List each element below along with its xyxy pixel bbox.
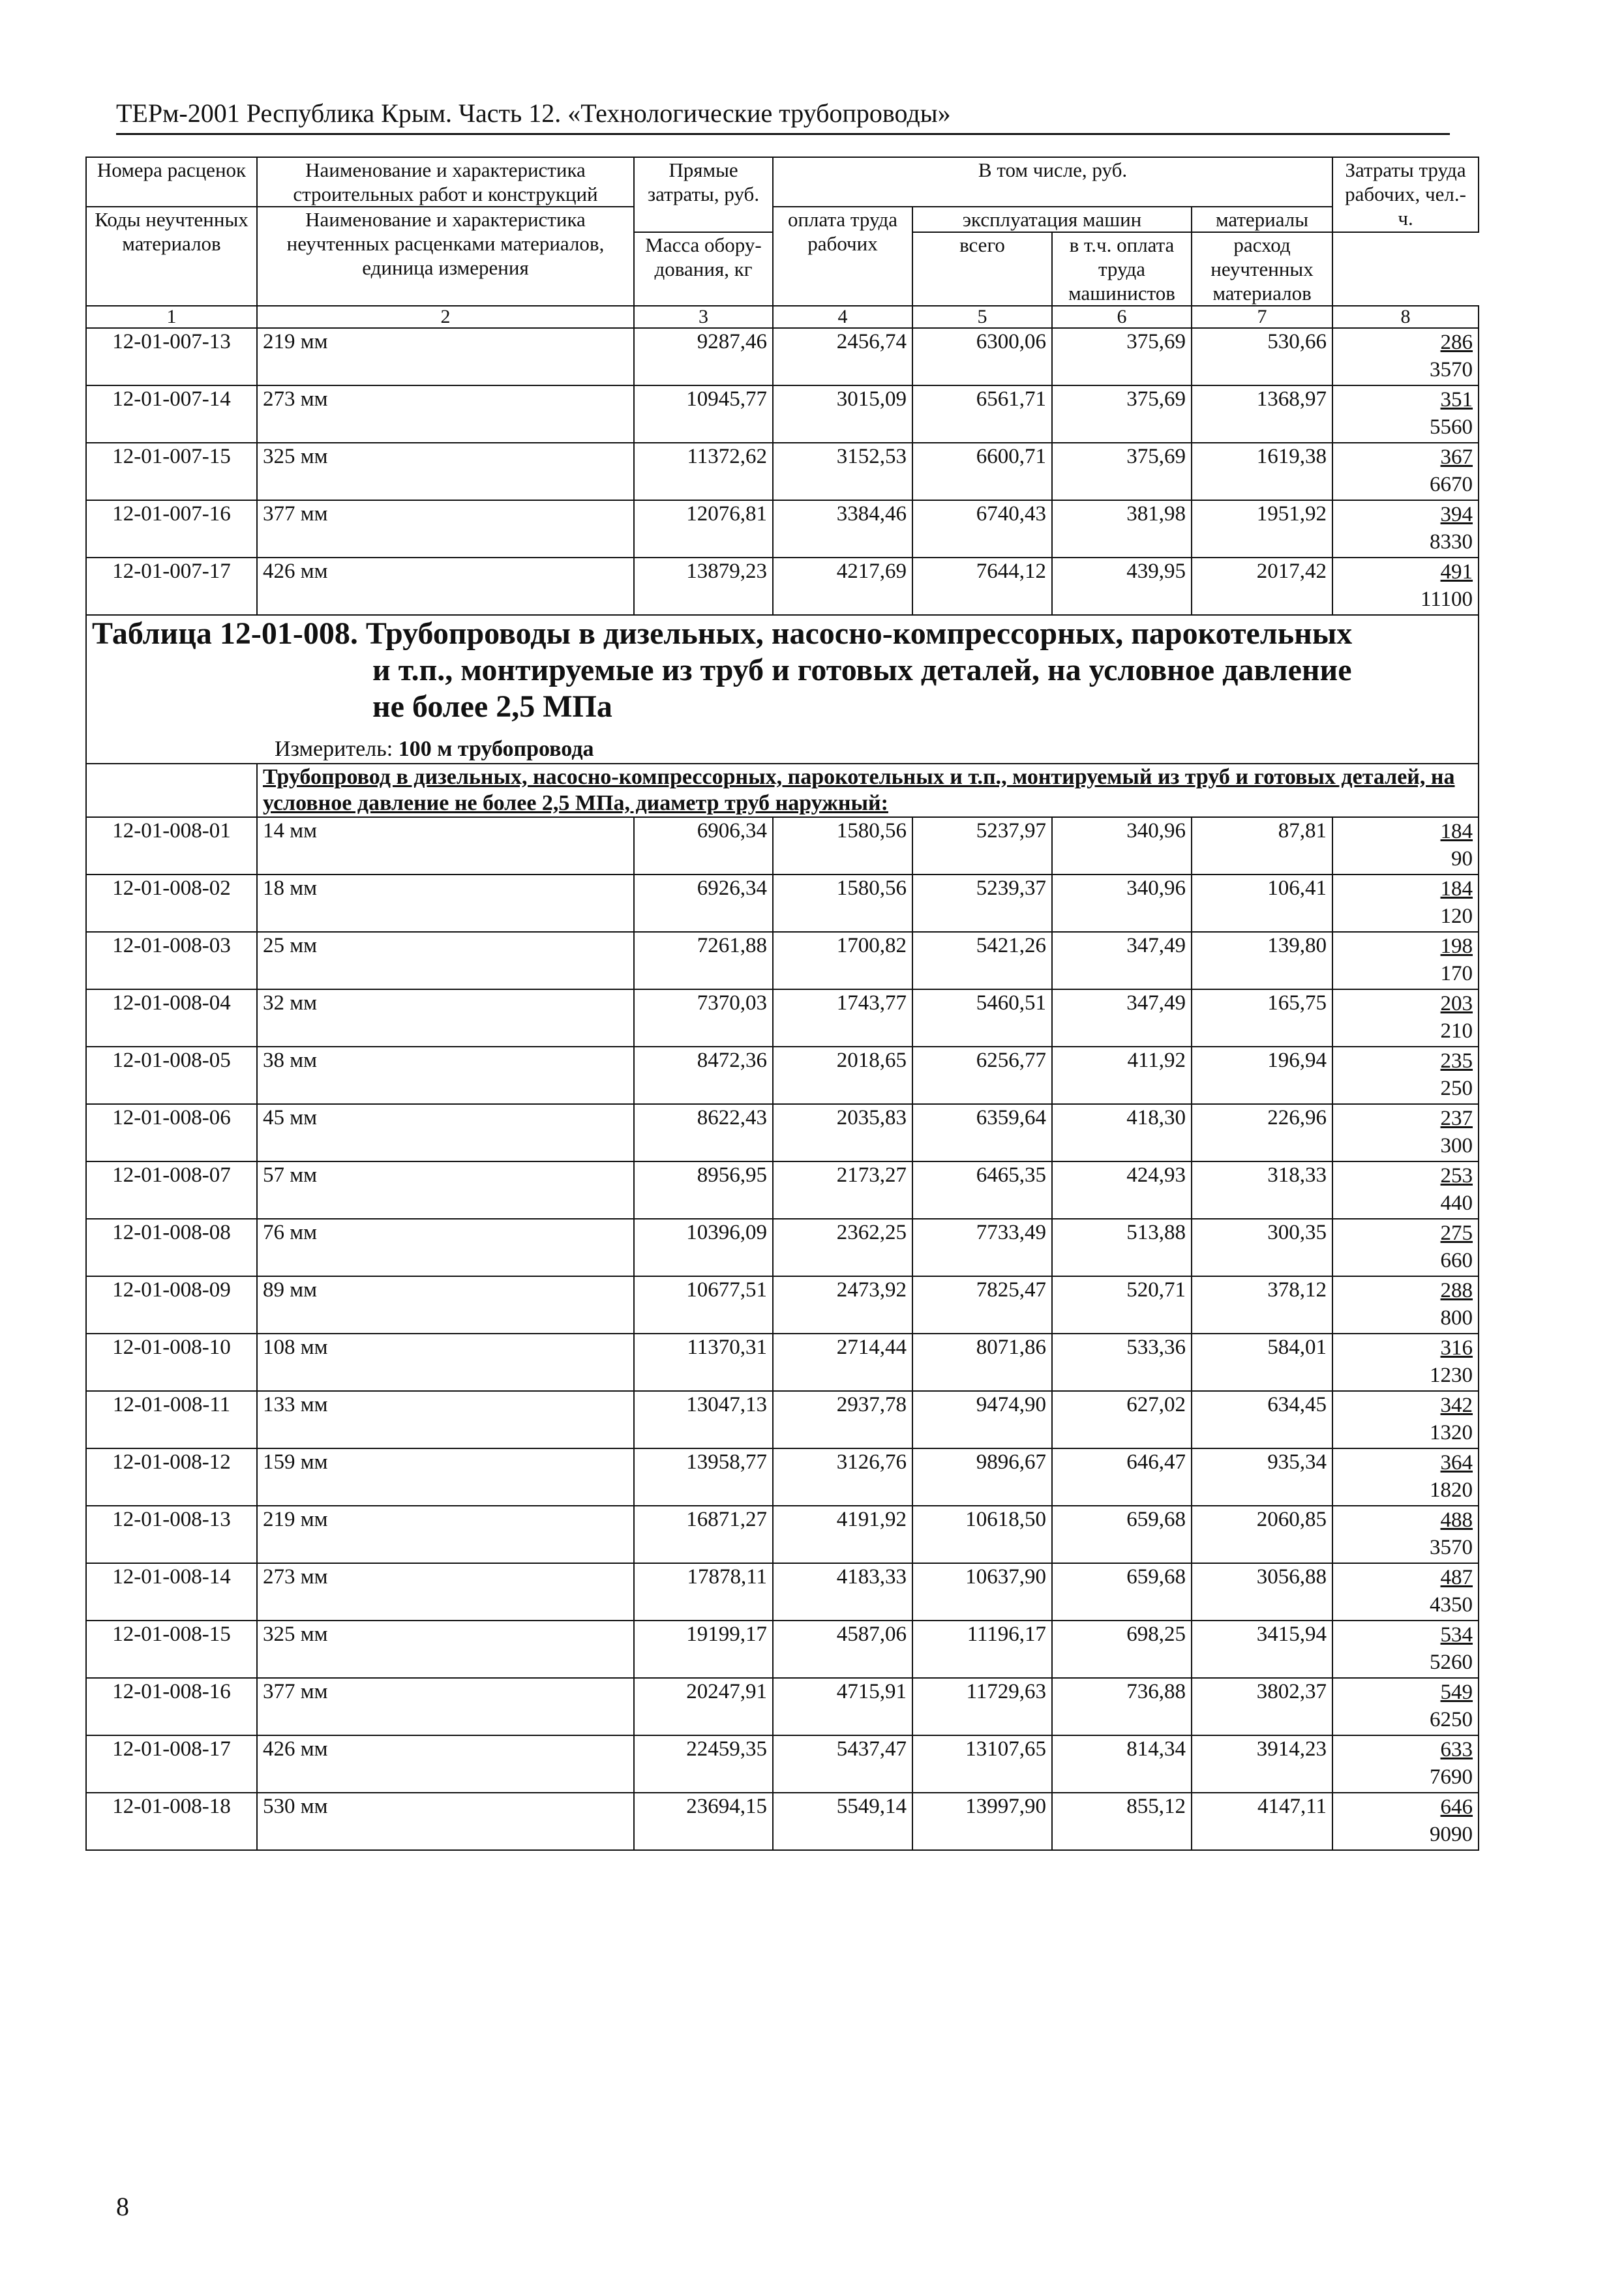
col-header-machines-total: всего [912, 232, 1052, 306]
labor-hours-and-mass [1332, 1161, 1479, 1219]
labor-hours-and-mass [1332, 443, 1479, 500]
materials-cost: 318,33 [1192, 1161, 1332, 1219]
table-row [86, 1334, 1479, 1391]
labor-hours-and-mass [1332, 500, 1479, 558]
materials-cost: 2060,85 [1192, 1506, 1332, 1563]
labor-hours-and-mass [1332, 328, 1479, 385]
table-row [86, 328, 1479, 385]
rate-code: 12-01-008-05 [86, 1047, 257, 1104]
col-number: 2 [257, 306, 634, 328]
col-header-work-name: Наименование и характеристика строительных работ и конструкций [257, 157, 634, 207]
operators-pay: 418,30 [1052, 1104, 1192, 1161]
operators-pay: 513,88 [1052, 1219, 1192, 1276]
direct-costs: 7261,88 [634, 932, 773, 989]
labor-hours: 491 [1440, 560, 1473, 584]
materials-cost: 935,34 [1192, 1448, 1332, 1506]
machines-total: 5237,97 [912, 817, 1052, 875]
materials-cost: 106,41 [1192, 875, 1332, 932]
operators-pay: 439,95 [1052, 558, 1192, 615]
direct-costs: 13879,23 [634, 558, 773, 615]
labor-pay: 3152,53 [773, 443, 912, 500]
rate-code: 12-01-008-10 [86, 1334, 257, 1391]
equipment-mass: 5560 [1430, 415, 1473, 439]
materials-cost: 4147,11 [1192, 1793, 1332, 1850]
direct-costs: 19199,17 [634, 1621, 773, 1678]
direct-costs: 11372,62 [634, 443, 773, 500]
direct-costs: 6906,34 [634, 817, 773, 875]
labor-hours: 203 [1440, 992, 1473, 1015]
machines-total: 7644,12 [912, 558, 1052, 615]
table-row [86, 1104, 1479, 1161]
rate-code: 12-01-008-12 [86, 1448, 257, 1506]
table-row [86, 989, 1479, 1047]
direct-costs: 16871,27 [634, 1506, 773, 1563]
machines-total: 9896,67 [912, 1448, 1052, 1506]
machines-total: 6740,43 [912, 500, 1052, 558]
table-row [86, 1219, 1479, 1276]
rate-code: 12-01-008-01 [86, 817, 257, 875]
measure-label: Измеритель: [275, 737, 393, 761]
operators-pay: 855,12 [1052, 1793, 1192, 1850]
rate-name: 45 мм [257, 1104, 634, 1161]
machines-total: 6561,71 [912, 385, 1052, 443]
materials-cost: 3056,88 [1192, 1563, 1332, 1621]
materials-cost: 2017,42 [1192, 558, 1332, 615]
labor-hours-and-mass [1332, 1391, 1479, 1448]
equipment-mass: 6670 [1430, 473, 1473, 496]
rate-code: 12-01-008-02 [86, 875, 257, 932]
labor-pay: 2473,92 [773, 1276, 912, 1334]
rate-name: 108 мм [257, 1334, 634, 1391]
rate-name: 426 мм [257, 1735, 634, 1793]
machines-total: 6300,06 [912, 328, 1052, 385]
operators-pay: 814,34 [1052, 1735, 1192, 1793]
table-title-cell [86, 615, 1479, 764]
rate-name: 159 мм [257, 1448, 634, 1506]
page-number: 8 [116, 2192, 129, 2221]
group-code-cell [86, 764, 257, 817]
labor-pay: 2714,44 [773, 1334, 912, 1391]
labor-hours-and-mass [1332, 932, 1479, 989]
rate-name: 76 мм [257, 1219, 634, 1276]
labor-hours-and-mass [1332, 875, 1479, 932]
materials-cost: 634,45 [1192, 1391, 1332, 1448]
operators-pay: 659,68 [1052, 1563, 1192, 1621]
table-row [86, 1448, 1479, 1506]
operators-pay: 375,69 [1052, 385, 1192, 443]
labor-pay: 3015,09 [773, 385, 912, 443]
materials-cost: 1619,38 [1192, 443, 1332, 500]
machines-total: 8071,86 [912, 1334, 1052, 1391]
table-row [86, 817, 1479, 875]
labor-hours: 351 [1440, 388, 1473, 411]
equipment-mass: 9090 [1430, 1823, 1473, 1846]
operators-pay: 533,36 [1052, 1334, 1192, 1391]
materials-cost: 378,12 [1192, 1276, 1332, 1334]
rate-code: 12-01-008-15 [86, 1621, 257, 1678]
labor-hours-and-mass [1332, 1793, 1479, 1850]
materials-cost: 165,75 [1192, 989, 1332, 1047]
table-row [86, 1391, 1479, 1448]
rate-name: 530 мм [257, 1793, 634, 1850]
direct-costs: 10945,77 [634, 385, 773, 443]
machines-total: 5421,26 [912, 932, 1052, 989]
direct-costs: 20247,91 [634, 1678, 773, 1735]
col-header-materials: материалы [1192, 207, 1332, 232]
rate-name: 133 мм [257, 1391, 634, 1448]
equipment-mass: 300 [1440, 1134, 1473, 1158]
labor-hours-and-mass [1332, 1104, 1479, 1161]
rate-code: 12-01-007-17 [86, 558, 257, 615]
rate-name: 219 мм [257, 328, 634, 385]
table-title-line: не более 2,5 МПа [372, 689, 612, 724]
direct-costs: 10396,09 [634, 1219, 773, 1276]
operators-pay: 520,71 [1052, 1276, 1192, 1334]
rate-code: 12-01-008-18 [86, 1793, 257, 1850]
col-header-rate-numbers: Номера расценок [86, 157, 257, 207]
col-number: 4 [773, 306, 912, 328]
direct-costs: 6926,34 [634, 875, 773, 932]
rate-code: 12-01-008-13 [86, 1506, 257, 1563]
machines-total: 9474,90 [912, 1391, 1052, 1448]
direct-costs: 10677,51 [634, 1276, 773, 1334]
materials-cost: 87,81 [1192, 817, 1332, 875]
labor-hours-and-mass [1332, 1276, 1479, 1334]
rate-code: 12-01-007-13 [86, 328, 257, 385]
col-header-unaccounted-materials: расход неучтенных материалов [1192, 232, 1332, 306]
labor-pay: 4715,91 [773, 1678, 912, 1735]
machines-total: 6600,71 [912, 443, 1052, 500]
operators-pay: 424,93 [1052, 1161, 1192, 1219]
materials-cost: 3914,23 [1192, 1735, 1332, 1793]
equipment-mass: 1230 [1430, 1364, 1473, 1387]
direct-costs: 8622,43 [634, 1104, 773, 1161]
labor-hours-and-mass [1332, 1506, 1479, 1563]
labor-pay: 2035,83 [773, 1104, 912, 1161]
machines-total: 5239,37 [912, 875, 1052, 932]
labor-hours: 364 [1440, 1451, 1473, 1474]
labor-hours-and-mass [1332, 1334, 1479, 1391]
rate-code: 12-01-007-15 [86, 443, 257, 500]
equipment-mass: 8330 [1430, 530, 1473, 554]
labor-pay: 3126,76 [773, 1448, 912, 1506]
col-number: 8 [1332, 306, 1479, 328]
rate-name: 325 мм [257, 1621, 634, 1678]
group-description-text: Трубопровод в дизельных, насосно-компрессорных, парокотельных и т.п., монтируемый из труб и готовых деталей, на условное давление не более 2,5 МПа, диаметр труб наружный: [263, 765, 1455, 815]
direct-costs: 23694,15 [634, 1793, 773, 1850]
materials-cost: 3802,37 [1192, 1678, 1332, 1735]
labor-hours-and-mass [1332, 558, 1479, 615]
materials-cost: 300,35 [1192, 1219, 1332, 1276]
equipment-mass: 3570 [1430, 1536, 1473, 1559]
col-number: 6 [1052, 306, 1192, 328]
labor-pay: 2937,78 [773, 1391, 912, 1448]
table-title-row [86, 615, 1479, 764]
materials-cost: 1368,97 [1192, 385, 1332, 443]
table-row [86, 558, 1479, 615]
materials-cost: 584,01 [1192, 1334, 1332, 1391]
machines-total: 6465,35 [912, 1161, 1052, 1219]
labor-hours: 633 [1440, 1738, 1473, 1761]
rate-code: 12-01-008-04 [86, 989, 257, 1047]
col-number: 7 [1192, 306, 1332, 328]
labor-pay: 2362,25 [773, 1219, 912, 1276]
equipment-mass: 1820 [1430, 1478, 1473, 1502]
equipment-mass: 120 [1440, 905, 1473, 928]
labor-hours: 367 [1440, 445, 1473, 469]
rate-name: 32 мм [257, 989, 634, 1047]
table-title [92, 616, 1473, 725]
labor-hours-and-mass [1332, 1735, 1479, 1793]
machines-total: 6359,64 [912, 1104, 1052, 1161]
labor-hours: 316 [1440, 1336, 1473, 1360]
rate-name: 38 мм [257, 1047, 634, 1104]
machines-total: 5460,51 [912, 989, 1052, 1047]
labor-hours-and-mass [1332, 1678, 1479, 1735]
operators-pay: 340,96 [1052, 875, 1192, 932]
operators-pay: 659,68 [1052, 1506, 1192, 1563]
machines-total: 10637,90 [912, 1563, 1052, 1621]
labor-pay: 1700,82 [773, 932, 912, 989]
direct-costs: 13047,13 [634, 1391, 773, 1448]
rate-name: 273 мм [257, 385, 634, 443]
table-row [86, 932, 1479, 989]
rate-code: 12-01-008-11 [86, 1391, 257, 1448]
table-row [86, 1506, 1479, 1563]
equipment-mass: 1320 [1430, 1421, 1473, 1444]
table-title-line: Таблица 12-01-008. Трубопроводы в дизельных, насосно-компрессорных, парокотельных [92, 616, 1353, 651]
table-row [86, 1047, 1479, 1104]
materials-cost: 196,94 [1192, 1047, 1332, 1104]
table-row [86, 1793, 1479, 1850]
column-numbers-row [86, 306, 1479, 328]
measure-unit [92, 736, 1473, 763]
labor-hours-and-mass [1332, 817, 1479, 875]
direct-costs: 7370,03 [634, 989, 773, 1047]
operators-pay: 381,98 [1052, 500, 1192, 558]
rate-name: 273 мм [257, 1563, 634, 1621]
labor-hours: 198 [1440, 935, 1473, 958]
table-row [86, 1678, 1479, 1735]
labor-hours: 646 [1440, 1795, 1473, 1819]
equipment-mass: 4350 [1430, 1593, 1473, 1617]
machines-total: 7733,49 [912, 1219, 1052, 1276]
labor-pay: 5437,47 [773, 1735, 912, 1793]
direct-costs: 8956,95 [634, 1161, 773, 1219]
rate-code: 12-01-007-16 [86, 500, 257, 558]
labor-pay: 2456,74 [773, 328, 912, 385]
rate-name: 57 мм [257, 1161, 634, 1219]
direct-costs: 9287,46 [634, 328, 773, 385]
labor-hours: 235 [1440, 1049, 1473, 1073]
equipment-mass: 660 [1440, 1249, 1473, 1272]
labor-hours-and-mass [1332, 1448, 1479, 1506]
rate-code: 12-01-008-14 [86, 1563, 257, 1621]
labor-pay: 2173,27 [773, 1161, 912, 1219]
equipment-mass: 6250 [1430, 1708, 1473, 1731]
machines-total: 6256,77 [912, 1047, 1052, 1104]
labor-hours: 237 [1440, 1107, 1473, 1130]
labor-pay: 4183,33 [773, 1563, 912, 1621]
machines-total: 7825,47 [912, 1276, 1052, 1334]
labor-hours-and-mass [1332, 1563, 1479, 1621]
rate-code: 12-01-008-06 [86, 1104, 257, 1161]
operators-pay: 347,49 [1052, 989, 1192, 1047]
materials-cost: 530,66 [1192, 328, 1332, 385]
direct-costs: 11370,31 [634, 1334, 773, 1391]
equipment-mass: 3570 [1430, 358, 1473, 382]
col-header-labor-pay: оплата труда рабочих [773, 207, 912, 306]
equipment-mass: 250 [1440, 1077, 1473, 1100]
labor-hours: 253 [1440, 1164, 1473, 1188]
col-header-material-names: Наименование и характеристика неучтенных расценками материалов, единица измерения [257, 207, 634, 306]
labor-pay: 3384,46 [773, 500, 912, 558]
labor-hours-and-mass [1332, 1621, 1479, 1678]
direct-costs: 22459,35 [634, 1735, 773, 1793]
labor-hours: 342 [1440, 1394, 1473, 1417]
operators-pay: 411,92 [1052, 1047, 1192, 1104]
direct-costs: 8472,36 [634, 1047, 773, 1104]
col-header-including: В том числе, руб. [773, 157, 1332, 207]
rate-name: 25 мм [257, 932, 634, 989]
equipment-mass: 800 [1440, 1306, 1473, 1330]
materials-cost: 139,80 [1192, 932, 1332, 989]
rate-code: 12-01-008-03 [86, 932, 257, 989]
operators-pay: 627,02 [1052, 1391, 1192, 1448]
rate-code: 12-01-008-17 [86, 1735, 257, 1793]
rate-name: 377 мм [257, 1678, 634, 1735]
machines-total: 13107,65 [912, 1735, 1052, 1793]
labor-pay: 2018,65 [773, 1047, 912, 1104]
table-row [86, 443, 1479, 500]
labor-hours-and-mass [1332, 385, 1479, 443]
table-row [86, 500, 1479, 558]
labor-hours: 288 [1440, 1279, 1473, 1302]
operators-pay: 347,49 [1052, 932, 1192, 989]
equipment-mass: 440 [1440, 1191, 1473, 1215]
col-header-operators-pay: в т.ч. оплата труда машинистов [1052, 232, 1192, 306]
labor-hours: 394 [1440, 503, 1473, 526]
labor-hours: 184 [1440, 877, 1473, 901]
labor-pay: 4587,06 [773, 1621, 912, 1678]
operators-pay: 375,69 [1052, 328, 1192, 385]
labor-pay: 1580,56 [773, 875, 912, 932]
equipment-mass: 170 [1440, 962, 1473, 985]
materials-cost: 1951,92 [1192, 500, 1332, 558]
rate-code: 12-01-008-16 [86, 1678, 257, 1735]
operators-pay: 698,25 [1052, 1621, 1192, 1678]
machines-total: 11196,17 [912, 1621, 1052, 1678]
operators-pay: 340,96 [1052, 817, 1192, 875]
rate-name: 89 мм [257, 1276, 634, 1334]
rate-code: 12-01-008-08 [86, 1219, 257, 1276]
rate-name: 14 мм [257, 817, 634, 875]
col-number: 5 [912, 306, 1052, 328]
equipment-mass: 7690 [1430, 1765, 1473, 1789]
labor-pay: 4191,92 [773, 1506, 912, 1563]
col-header-equipment-mass: Масса обору- дования, кг [634, 232, 773, 306]
labor-hours: 487 [1440, 1566, 1473, 1589]
machines-total: 13997,90 [912, 1793, 1052, 1850]
table-row [86, 875, 1479, 932]
direct-costs: 12076,81 [634, 500, 773, 558]
direct-costs: 13958,77 [634, 1448, 773, 1506]
table-row [86, 385, 1479, 443]
equipment-mass: 5260 [1430, 1651, 1473, 1674]
labor-hours: 184 [1440, 820, 1473, 843]
col-number: 3 [634, 306, 773, 328]
table-row [86, 1276, 1479, 1334]
materials-cost: 3415,94 [1192, 1621, 1332, 1678]
machines-total: 10618,50 [912, 1506, 1052, 1563]
operators-pay: 736,88 [1052, 1678, 1192, 1735]
col-header-direct-costs: Прямые затраты, руб. [634, 157, 773, 232]
rate-name: 18 мм [257, 875, 634, 932]
col-header-material-codes: Коды неучтенных материалов [86, 207, 257, 306]
labor-pay: 5549,14 [773, 1793, 912, 1850]
labor-hours-and-mass [1332, 989, 1479, 1047]
table-row [86, 1161, 1479, 1219]
col-header-machines: эксплуатация машин [912, 207, 1192, 232]
rate-code: 12-01-007-14 [86, 385, 257, 443]
rate-code: 12-01-008-09 [86, 1276, 257, 1334]
labor-hours-and-mass [1332, 1219, 1479, 1276]
table-row [86, 1621, 1479, 1678]
labor-hours: 488 [1440, 1508, 1473, 1532]
equipment-mass: 11100 [1420, 588, 1473, 611]
running-header: ТЕРм-2001 Республика Крым. Часть 12. «Технологические трубопроводы» [116, 97, 1450, 135]
labor-pay: 4217,69 [773, 558, 912, 615]
group-row [86, 764, 1479, 817]
machines-total: 11729,63 [912, 1678, 1052, 1735]
table-row [86, 1563, 1479, 1621]
col-number: 1 [86, 306, 257, 328]
operators-pay: 375,69 [1052, 443, 1192, 500]
rate-name: 325 мм [257, 443, 634, 500]
labor-hours: 549 [1440, 1681, 1473, 1704]
group-description [257, 764, 1479, 817]
price-table [85, 157, 1479, 1851]
equipment-mass: 90 [1451, 847, 1473, 871]
labor-hours: 275 [1440, 1221, 1473, 1245]
rate-code: 12-01-008-07 [86, 1161, 257, 1219]
labor-pay: 1743,77 [773, 989, 912, 1047]
operators-pay: 646,47 [1052, 1448, 1192, 1506]
labor-hours-and-mass [1332, 1047, 1479, 1104]
col-header-labor-hours: Затраты труда рабочих, чел.-ч. [1332, 157, 1479, 232]
table-row [86, 1735, 1479, 1793]
measure-value: 100 м трубопровода [398, 737, 594, 761]
direct-costs: 17878,11 [634, 1563, 773, 1621]
labor-hours: 286 [1440, 331, 1473, 354]
labor-hours: 534 [1440, 1623, 1473, 1647]
rate-name: 219 мм [257, 1506, 634, 1563]
equipment-mass: 210 [1440, 1019, 1473, 1043]
table-title-line: и т.п., монтируемые из труб и готовых деталей, на условное давление [372, 653, 1352, 687]
materials-cost: 226,96 [1192, 1104, 1332, 1161]
rate-name: 426 мм [257, 558, 634, 615]
rate-name: 377 мм [257, 500, 634, 558]
labor-pay: 1580,56 [773, 817, 912, 875]
